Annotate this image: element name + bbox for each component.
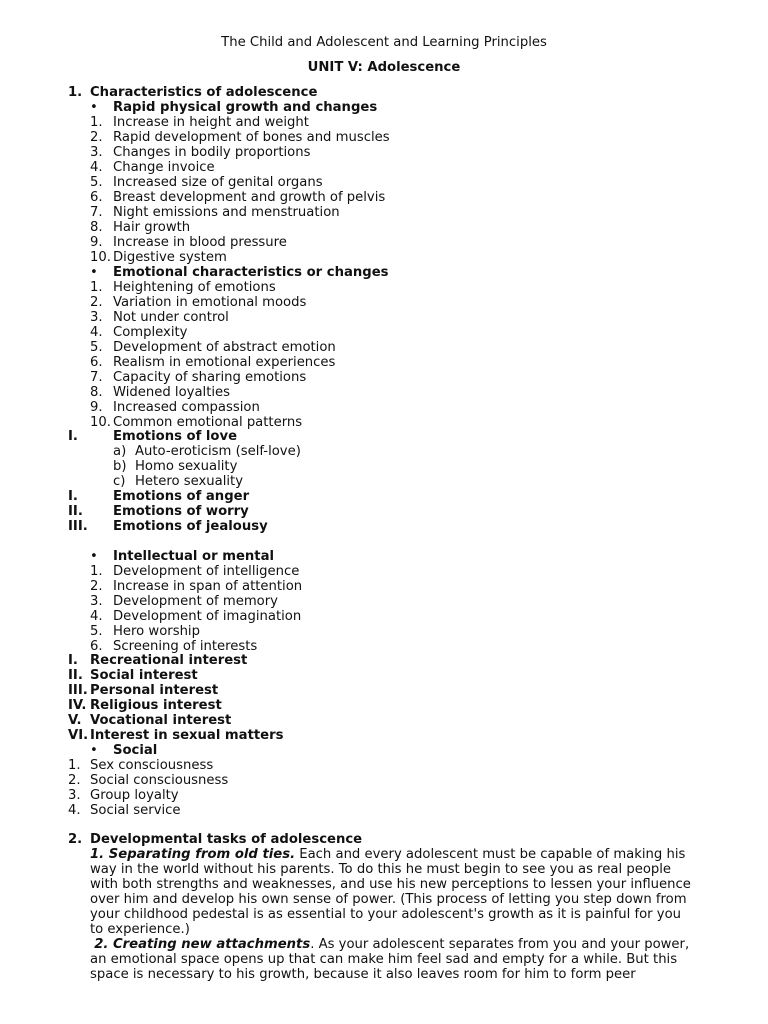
item-number: 2. <box>90 294 103 310</box>
intellectual-heading: Intellectual or mental <box>113 549 274 564</box>
section-number: 1. <box>68 85 83 100</box>
item-number: 2. <box>90 578 103 594</box>
sub-item-letter: b) <box>113 458 127 474</box>
roman-numeral: III. <box>68 518 88 534</box>
list-item: Increase in height and weight <box>113 115 309 130</box>
item-number: 10. <box>90 249 111 265</box>
item-number: 6. <box>90 638 103 654</box>
list-item: Variation in emotional moods <box>113 294 307 310</box>
item-number: 8. <box>90 219 103 235</box>
sub-item-letter: a) <box>113 444 127 459</box>
item-number: 3. <box>90 144 103 160</box>
task-heading: 2. Creating new attachments <box>94 937 311 952</box>
section-number: 2. <box>68 832 83 847</box>
document-title: The Child and Adolescent and Learning Principles <box>221 35 547 50</box>
roman-numeral: V. <box>68 712 82 728</box>
interest-label: Personal interest <box>90 682 219 698</box>
emotion-label: Emotions of anger <box>113 489 250 504</box>
list-item: Widened loyalties <box>113 384 231 400</box>
emotion-label: Emotions of worry <box>113 503 249 519</box>
list-item: Increase in span of attention <box>113 578 303 594</box>
task-paragraph-2 <box>90 937 730 982</box>
item-number: 10. <box>90 414 111 430</box>
interest-label: Interest in sexual matters <box>90 727 284 743</box>
item-number: 1. <box>90 115 103 130</box>
section-title: Developmental tasks of adolescence <box>90 832 363 847</box>
item-number: 6. <box>90 354 103 370</box>
paragraph-line: your childhood pedestal is as essential to your adolescent's growth as it is painful for you <box>90 907 682 922</box>
item-number: 1. <box>90 564 103 579</box>
item-number: 9. <box>90 399 103 415</box>
item-number: 8. <box>90 384 103 400</box>
item-number: 7. <box>90 204 103 220</box>
list-item: Realism in emotional experiences <box>113 354 336 370</box>
interest-label: Recreational interest <box>90 653 248 668</box>
interest-label: Vocational interest <box>90 712 232 728</box>
item-number: 6. <box>90 189 103 205</box>
bullet: • <box>90 549 98 564</box>
paragraph-line: way in the world without his parents. To do this he must begin to see you as real people <box>90 862 672 877</box>
emotion-label: Emotions of jealousy <box>113 518 268 534</box>
list-item: Social service <box>90 802 181 818</box>
list-item: Development of memory <box>113 593 278 609</box>
item-number: 4. <box>90 324 103 340</box>
list-item: Hero worship <box>113 623 200 639</box>
list-item: Hair growth <box>113 219 191 235</box>
paragraph-line: Each and every adolescent must be capable of making his <box>295 847 686 862</box>
list-item: Rapid development of bones and muscles <box>113 129 390 145</box>
task-heading: 1. Separating from old ties. <box>90 847 296 862</box>
sub-item: Hetero sexuality <box>135 473 244 489</box>
list-item: Not under control <box>113 309 229 325</box>
list-item: Complexity <box>113 324 188 340</box>
list-item: Group loyalty <box>90 787 179 803</box>
bullet: • <box>90 743 98 758</box>
paragraph-line: space is necessary to his growth, because it also leaves room for him to form peer <box>90 967 636 982</box>
item-number: 4. <box>68 802 81 818</box>
interest-label: Social interest <box>90 667 198 683</box>
sub-item: Auto-eroticism (self-love) <box>135 444 301 459</box>
list-item: Sex consciousness <box>90 758 214 773</box>
list-item: Development of intelligence <box>113 564 300 579</box>
list-item: Digestive system <box>113 249 227 265</box>
roman-numeral: IV. <box>68 697 87 713</box>
item-number: 4. <box>90 159 103 175</box>
paragraph-line: with both strengths and weaknesses, and use his new perceptions to lessen your influence <box>90 877 691 892</box>
item-number: 2. <box>90 129 103 145</box>
physical-heading: Rapid physical growth and changes <box>113 100 378 115</box>
item-number: 7. <box>90 369 103 385</box>
list-item: Breast development and growth of pelvis <box>113 189 386 205</box>
paragraph-line: an emotional space opens up that can make him feel sad and empty for a while. But this <box>90 952 678 967</box>
list-item: Night emissions and menstruation <box>113 204 340 220</box>
roman-numeral: II. <box>68 503 83 519</box>
social-heading: Social <box>113 743 158 758</box>
list-item: Capacity of sharing emotions <box>113 369 307 385</box>
task-paragraph-1 <box>90 847 730 937</box>
sub-item: Homo sexuality <box>135 458 238 474</box>
item-number: 1. <box>68 758 81 773</box>
item-number: 5. <box>90 174 103 190</box>
interest-label: Religious interest <box>90 697 222 713</box>
list-item: Increase in blood pressure <box>113 234 287 250</box>
roman-numeral: VI. <box>68 727 89 743</box>
list-item: Social consciousness <box>90 772 229 788</box>
roman-numeral: II. <box>68 667 83 683</box>
list-item: Development of abstract emotion <box>113 339 336 355</box>
list-item: Change invoice <box>113 159 215 175</box>
list-item: Increased compassion <box>113 399 260 415</box>
list-item: Common emotional patterns <box>113 414 303 430</box>
item-number: 3. <box>90 593 103 609</box>
roman-numeral: I. <box>68 653 78 668</box>
roman-numeral: I. <box>68 429 78 444</box>
list-item: Heightening of emotions <box>113 280 276 295</box>
item-number: 2. <box>68 772 81 788</box>
sub-item-letter: c) <box>113 473 126 489</box>
bullet: • <box>90 265 98 280</box>
item-number: 4. <box>90 608 103 624</box>
item-number: 9. <box>90 234 103 250</box>
paragraph-line: over him and develop his own sense of power. (This process of letting you step down from <box>90 892 687 907</box>
list-item: Screening of interests <box>113 638 258 654</box>
item-number: 5. <box>90 339 103 355</box>
roman-numeral: I. <box>68 489 78 504</box>
roman-numeral: III. <box>68 682 88 698</box>
emotional-heading: Emotional characteristics or changes <box>113 265 389 280</box>
bullet: • <box>90 100 98 115</box>
item-number: 1. <box>90 280 103 295</box>
paragraph-line: . As your adolescent separates from you and your power, <box>310 937 690 952</box>
section-title: Characteristics of adolescence <box>90 85 318 100</box>
list-item: Changes in bodily proportions <box>113 144 311 160</box>
item-number: 3. <box>68 787 81 803</box>
item-number: 3. <box>90 309 103 325</box>
list-item: Increased size of genital organs <box>113 174 323 190</box>
paragraph-line: to experience.) <box>90 922 190 937</box>
item-number: 5. <box>90 623 103 639</box>
unit-heading: UNIT V: Adolescence <box>307 60 461 75</box>
love-label: Emotions of love <box>113 429 238 444</box>
list-item: Development of imagination <box>113 608 302 624</box>
